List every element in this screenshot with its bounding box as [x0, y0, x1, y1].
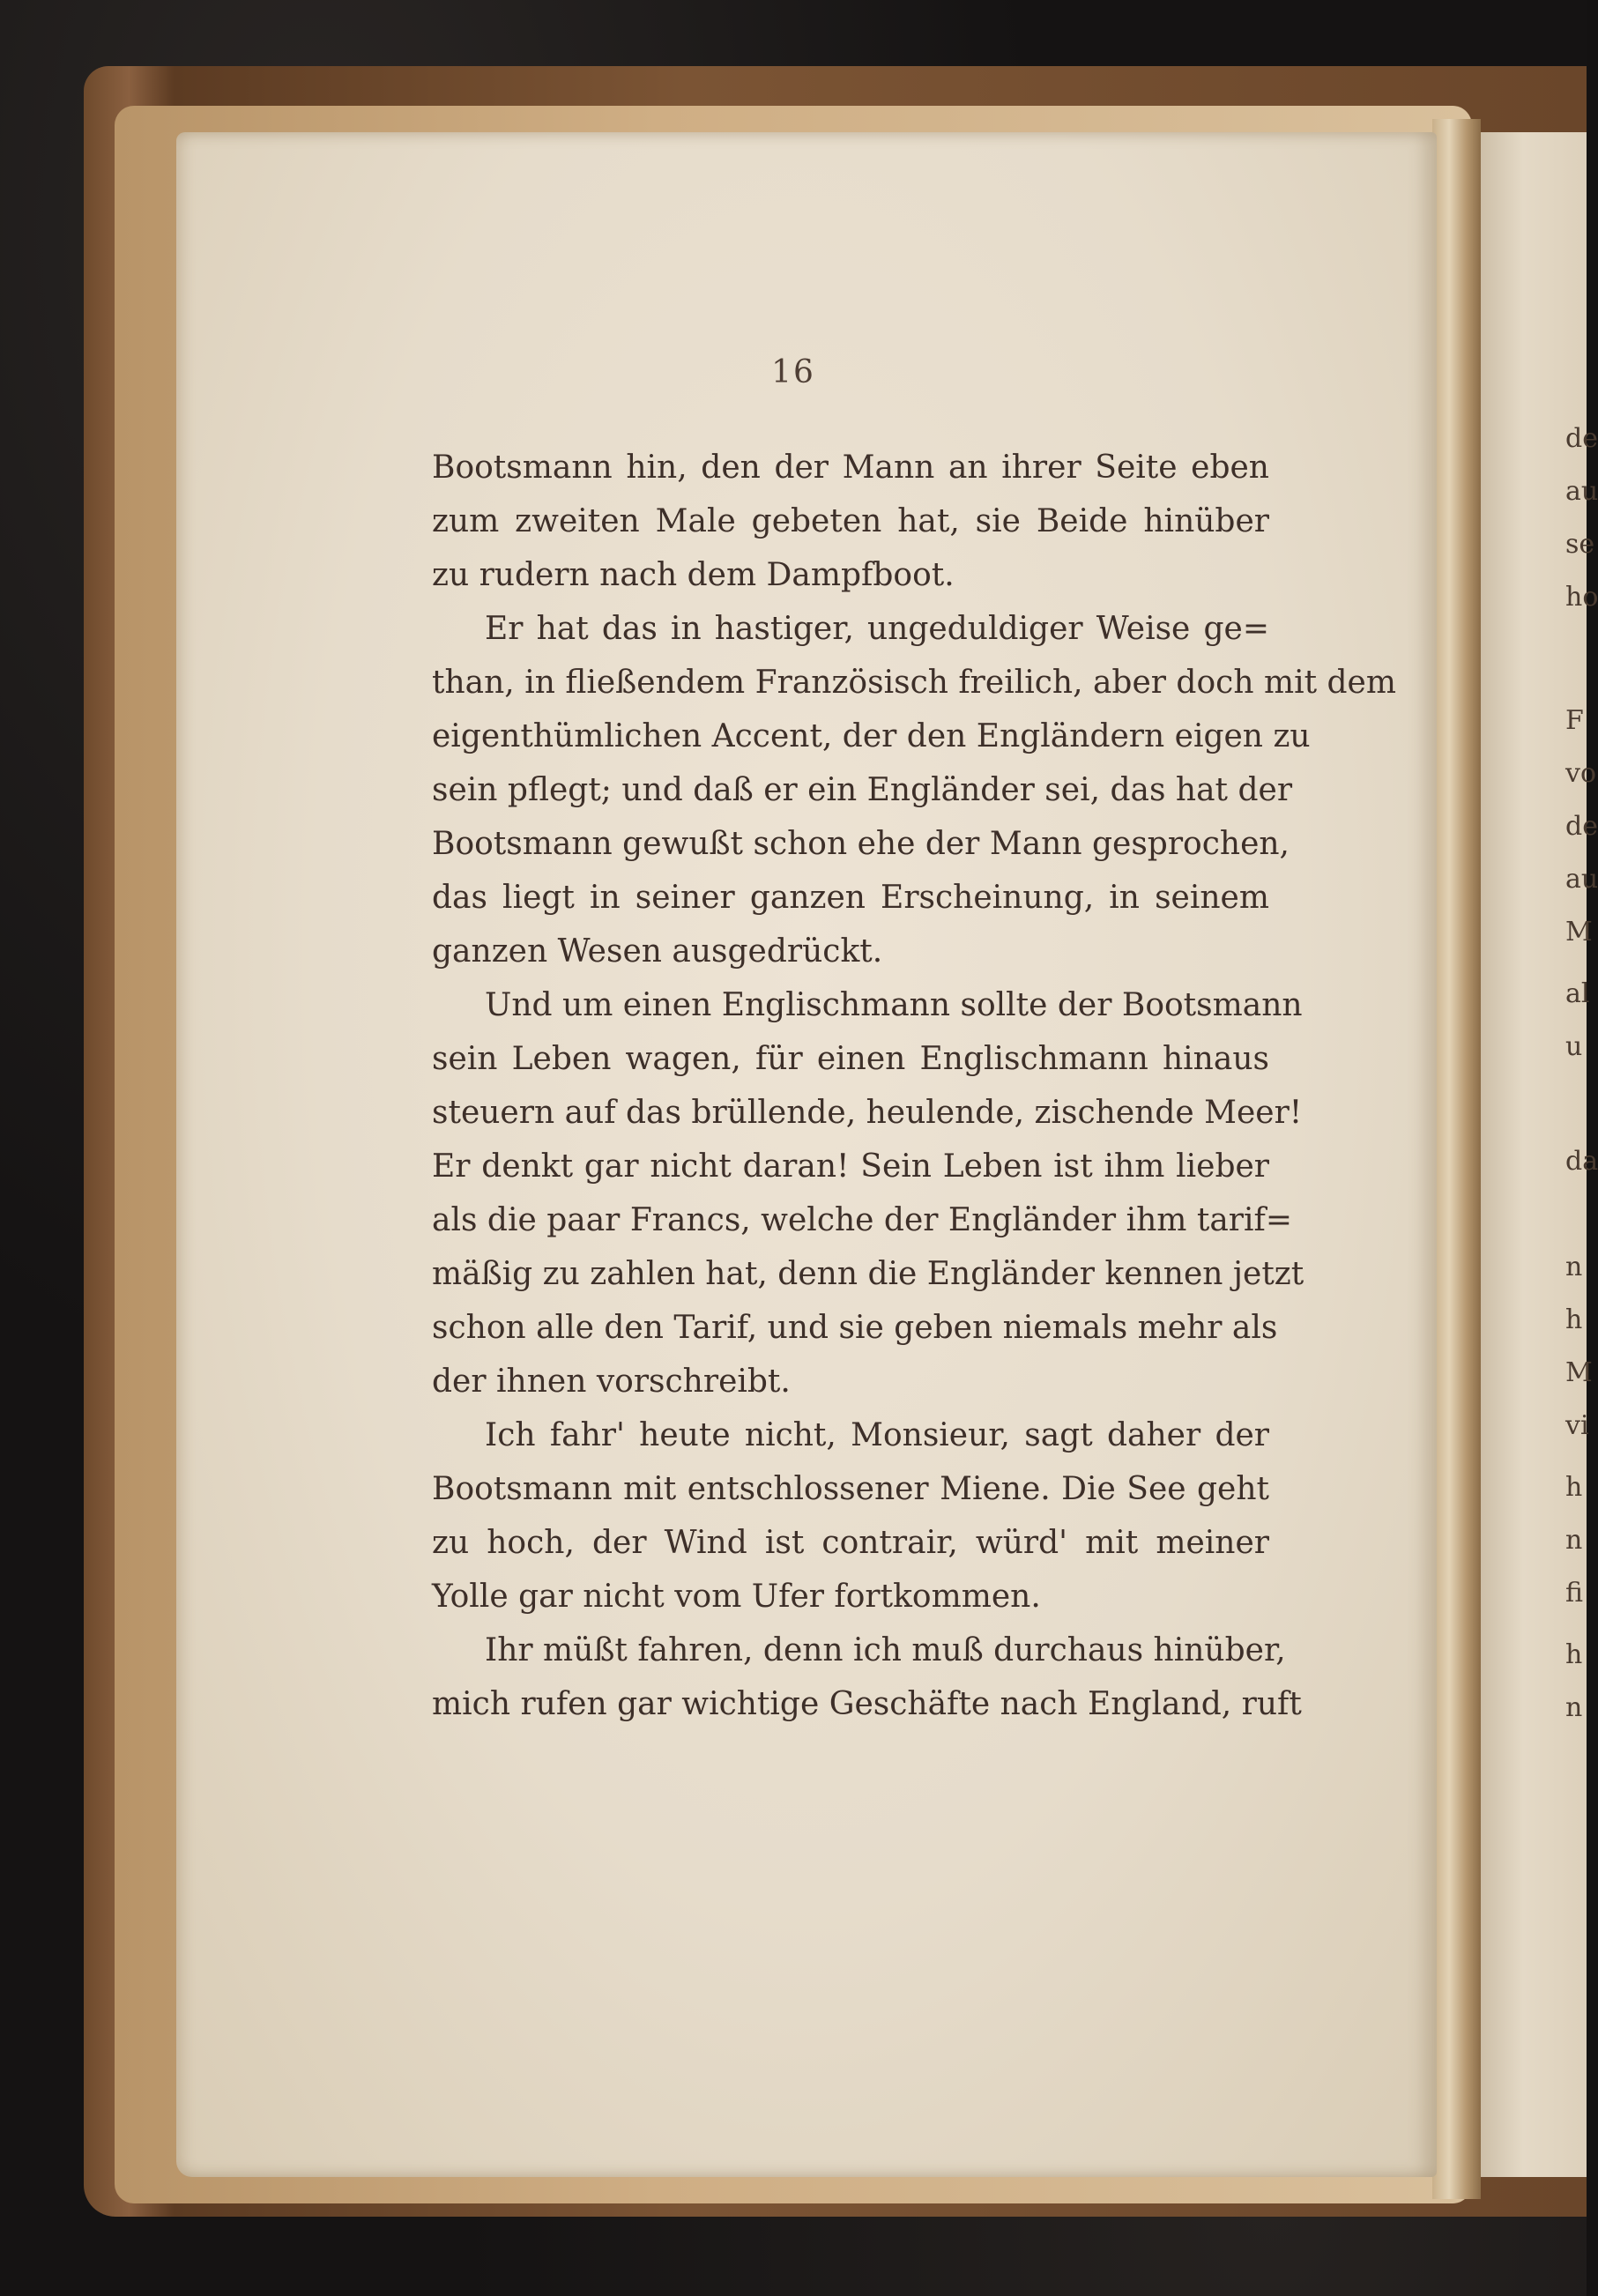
page-number: 16 — [771, 354, 815, 390]
facing-page-fragment: al — [1565, 978, 1590, 1009]
text-line: mich rufen gar wichtige Geschäfte nach England, ruft — [432, 1686, 1302, 1722]
facing-page-fragment: au — [1565, 476, 1598, 507]
page-text — [432, 441, 1396, 1731]
facing-page-fragment: n — [1565, 1692, 1583, 1723]
facing-page-fragment: de — [1565, 423, 1598, 454]
text-line: Yolle gar nicht vom Ufer fortkommen. — [432, 1579, 1041, 1615]
text-line: schon alle den Tarif, und sie geben niemals mehr als — [432, 1310, 1278, 1346]
facing-page-fragment: fi — [1565, 1578, 1584, 1609]
facing-page-fragment: u — [1565, 1031, 1583, 1062]
facing-page-fragment: vi — [1565, 1410, 1589, 1441]
facing-page-fragment: F — [1565, 705, 1584, 736]
text-line: Bootsmann hin, den der Mann an ihrer Seite eben — [432, 450, 1269, 486]
facing-page-fragment: se — [1565, 529, 1595, 560]
facing-page-fragment: ho — [1565, 582, 1598, 613]
facing-page-fragment: M — [1565, 1357, 1593, 1388]
facing-page-fragment: h — [1565, 1472, 1583, 1503]
text-line: Bootsmann gewußt schon ehe der Mann gesprochen, — [432, 826, 1290, 862]
text-line: zu hoch, der Wind ist contrair, würd' mit meiner — [432, 1525, 1269, 1561]
facing-page-fragment: de — [1565, 811, 1598, 842]
facing-page-fragment: da — [1565, 1146, 1598, 1177]
text-line: Er hat das in hastiger, ungeduldiger Weise ge= — [485, 611, 1269, 647]
text-line: Ihr müßt fahren, denn ich muß durchaus hinüber, — [485, 1632, 1286, 1668]
text-line: sein Leben wagen, für einen Englischmann hinaus — [432, 1041, 1269, 1077]
text-line: das liegt in seiner ganzen Erscheinung, in seinem — [432, 880, 1269, 916]
text-line: Er denkt gar nicht daran! Sein Leben ist ihm lieber — [432, 1148, 1269, 1185]
facing-page-fragment: h — [1565, 1304, 1583, 1335]
text-line: mäßig zu zahlen hat, denn die Engländer kennen jetzt — [432, 1256, 1304, 1292]
text-line: sein pflegt; und daß er ein Engländer sei, das hat der — [432, 772, 1293, 808]
facing-page-fragment: au — [1565, 864, 1598, 895]
text-line: zu rudern nach dem Dampfboot. — [432, 557, 955, 593]
text-line: steuern auf das brüllende, heulende, zischende Meer! — [432, 1095, 1303, 1131]
text-line: Bootsmann mit entschlossener Miene. Die See geht — [432, 1471, 1269, 1507]
facing-page-fragment: n — [1565, 1525, 1583, 1556]
text-line: der ihnen vorschreibt. — [432, 1363, 791, 1400]
facing-page-fragment: vo — [1565, 758, 1597, 789]
text-line: Ich fahr' heute nicht, Monsieur, sagt daher der — [485, 1417, 1269, 1453]
facing-page-fragment: n — [1565, 1252, 1583, 1282]
text-line: als die paar Francs, welche der Engländer ihm tarif= — [432, 1202, 1293, 1238]
text-line: ganzen Wesen ausgedrückt. — [432, 933, 883, 970]
book-gutter — [1432, 119, 1481, 2199]
text-line: zum zweiten Male gebeten hat, sie Beide hinüber — [432, 503, 1269, 539]
facing-page-fragment: h — [1565, 1639, 1583, 1670]
text-line: eigenthümlichen Accent, der den Engländern eigen zu — [432, 718, 1311, 754]
text-line: than, in fließendem Französisch freilich, aber doch mit dem — [432, 665, 1396, 701]
facing-page-fragment: M — [1565, 917, 1593, 947]
text-line: Und um einen Englischmann sollte der Bootsmann — [485, 987, 1303, 1023]
